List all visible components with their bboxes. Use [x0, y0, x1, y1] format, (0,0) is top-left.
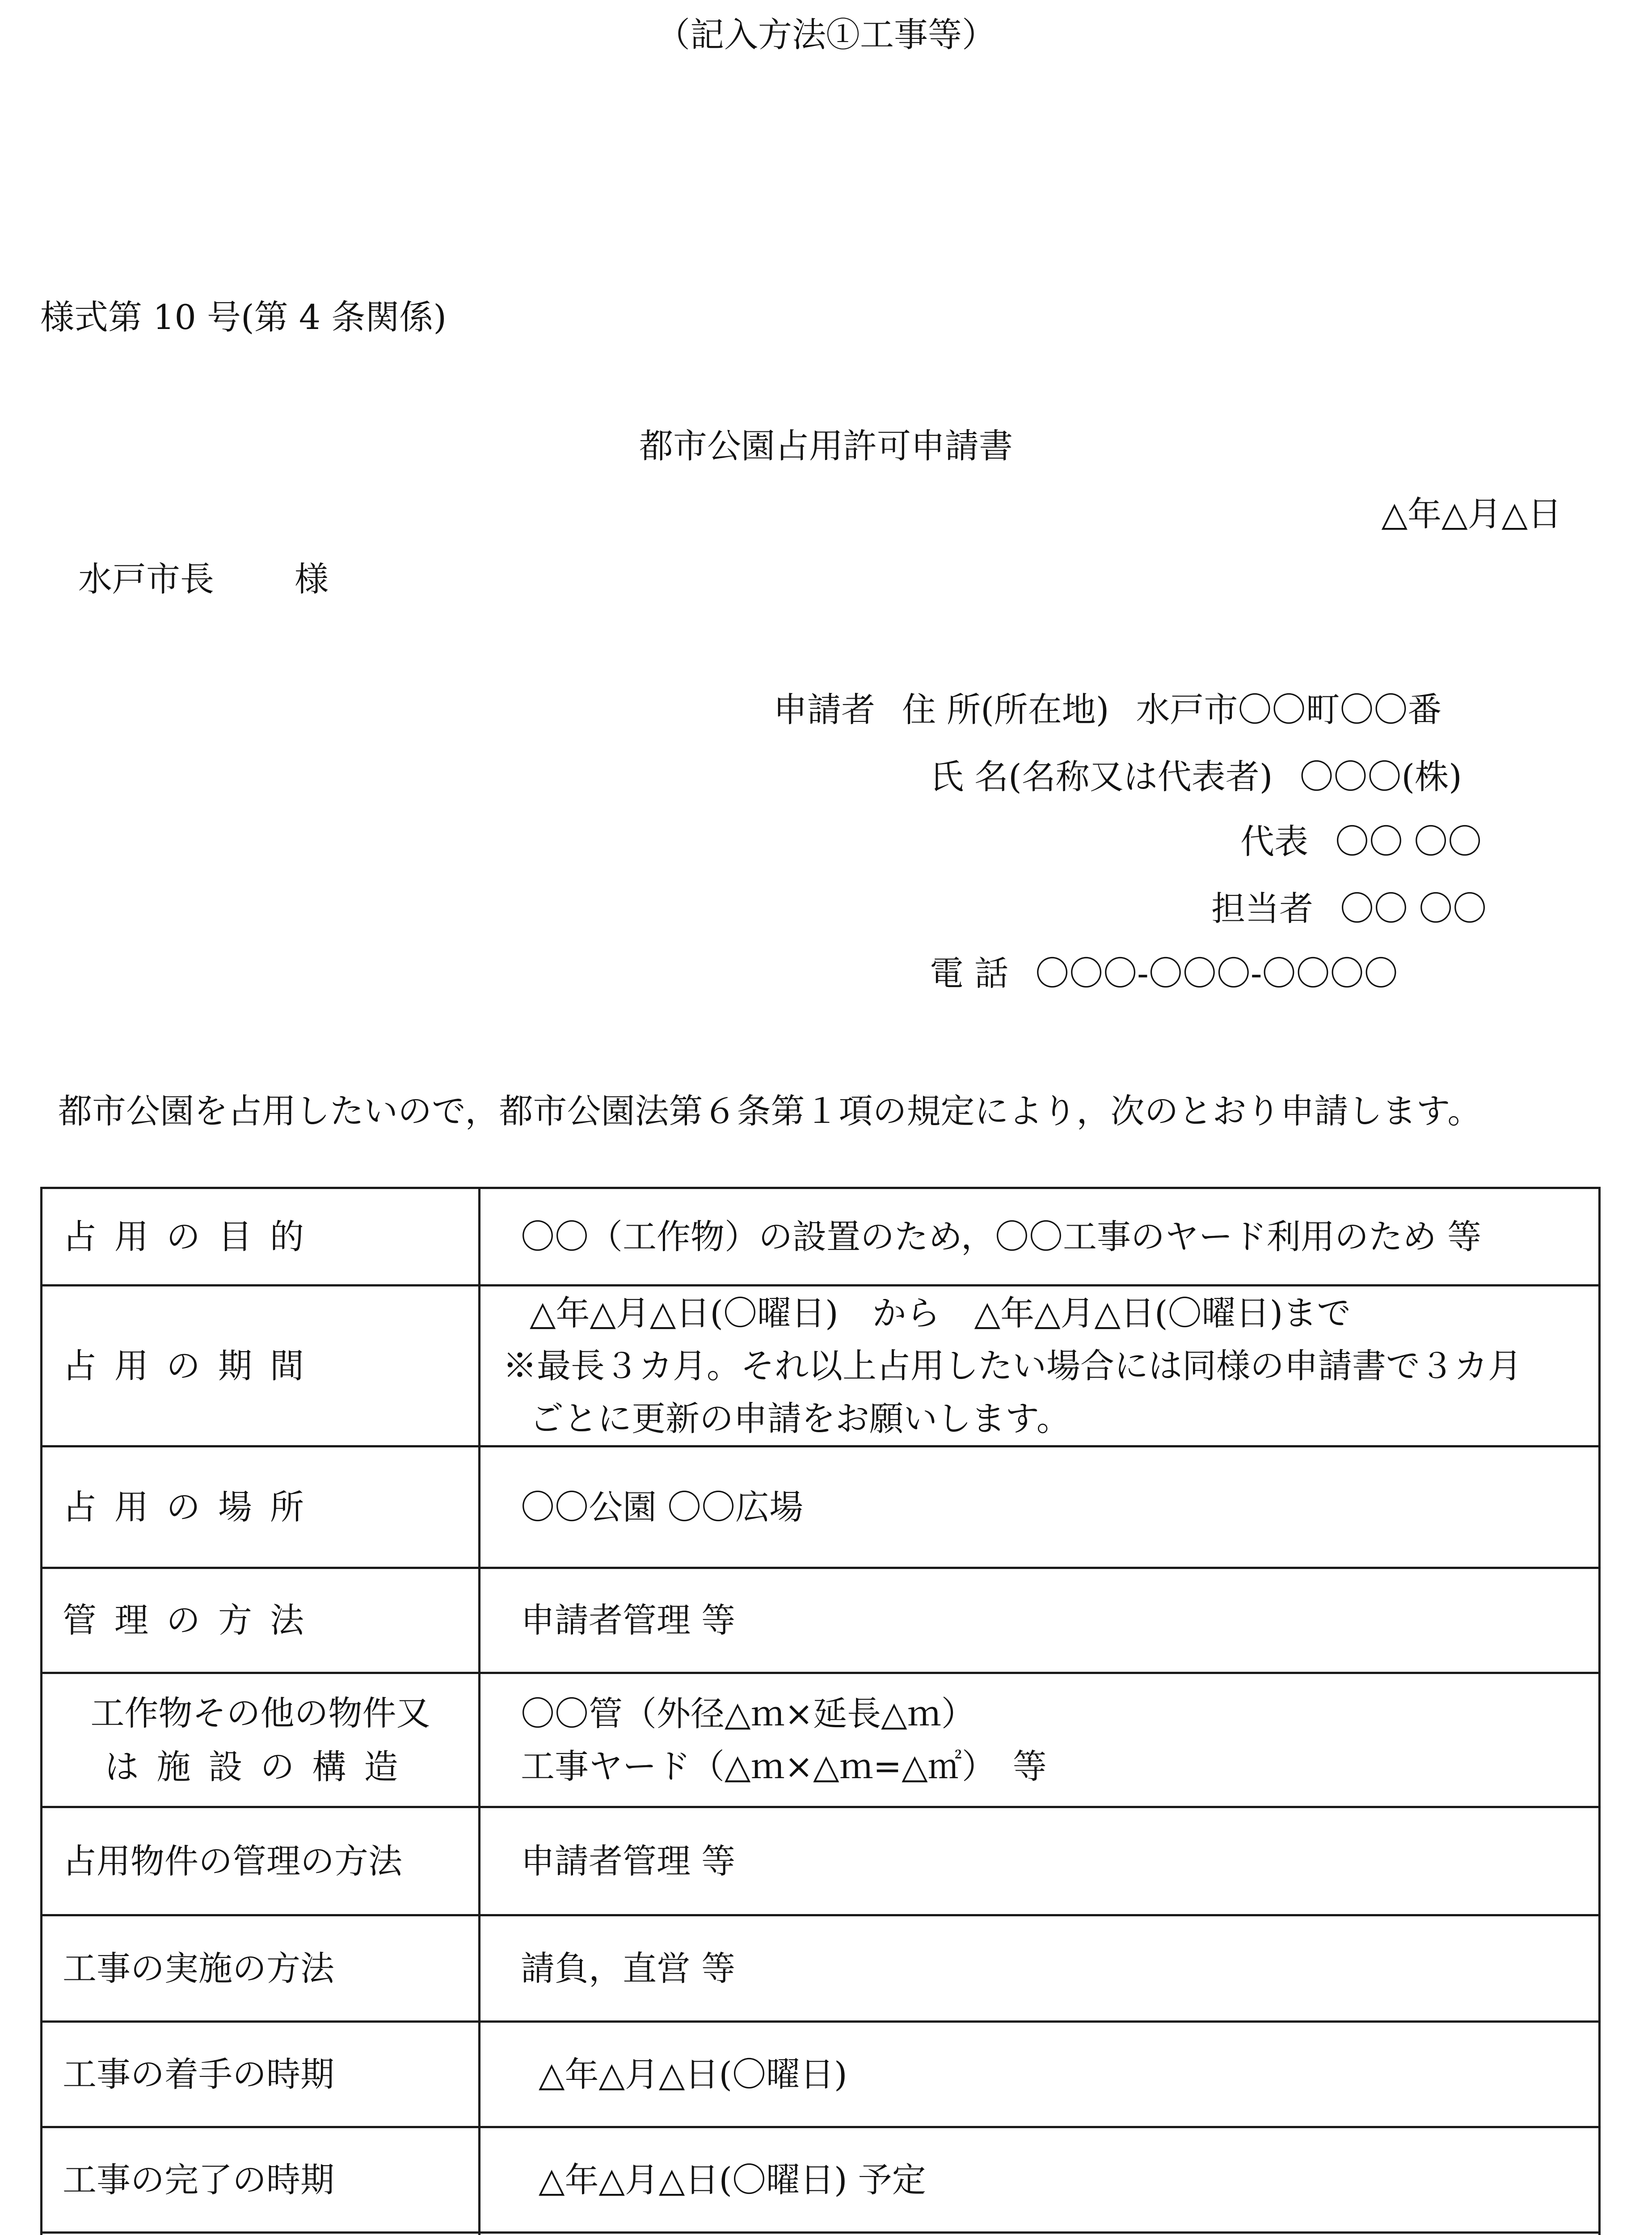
table-row: [42, 1807, 1600, 1915]
applicant-representative-row: [1240, 822, 1482, 861]
period-value: [480, 1286, 1600, 1446]
start-value: △年△月△日(〇曜日): [480, 2022, 1600, 2127]
applicant-address-row: [773, 690, 1442, 730]
structure-value: [480, 1673, 1600, 1807]
table-row: [42, 2022, 1600, 2127]
method-caption: （記入方法①工事等）: [656, 15, 996, 55]
structure-label-line2: は施設の構造: [105, 1746, 416, 1787]
structure-value-line1: 〇〇管（外径△ｍ×延長△ｍ）: [521, 1693, 975, 1733]
addressee-name: 水戸市長: [78, 559, 214, 599]
intro-paragraph: 都市公園を占用したいので，都市公園法第６条第１項の規定により，次のとおり申請します。: [58, 1091, 1482, 1131]
representative-value: 〇〇 〇〇: [1335, 822, 1482, 861]
contact-person-label: 担当者: [1211, 889, 1313, 928]
structure-label-line1: 工作物その他の物件又: [90, 1693, 430, 1733]
structure-value-line2: 工事ヤード（△ｍ×△ｍ=△㎡） 等: [521, 1746, 1047, 1786]
purpose-value: 〇〇（工作物）の設置のため，〇〇工事のヤード利用のため 等: [480, 1188, 1600, 1286]
phone-value: 〇〇〇-〇〇〇-〇〇〇〇: [1035, 953, 1398, 993]
applicant-contact-person-row: [1211, 889, 1487, 928]
period-label: 占用の期間: [42, 1286, 480, 1446]
application-date: △年△月△日: [1381, 494, 1562, 534]
addressee: [78, 559, 329, 599]
place-label: 占用の場所: [42, 1446, 480, 1568]
applicant-name-row: [930, 757, 1462, 797]
restoration-label: [42, 2233, 480, 2235]
item-management-value: 申請者管理 等: [480, 1807, 1600, 1915]
table-row: [42, 2233, 1600, 2235]
table-row: [42, 1673, 1600, 1807]
completion-value: △年△月△日(〇曜日) 予定: [480, 2127, 1600, 2233]
completion-label: 工事の完了の時期: [42, 2127, 480, 2233]
table-row: [42, 1915, 1600, 2022]
start-label: 工事の着手の時期: [42, 2022, 480, 2127]
addressee-honorific: 様: [295, 559, 329, 599]
application-table: [40, 1187, 1601, 2235]
table-row: [42, 2127, 1600, 2233]
table-row: [42, 1568, 1600, 1673]
structure-label: [42, 1673, 480, 1807]
period-note: ※最長３カ月。それ以上占用したい場合には同様の申請書で３カ月: [503, 1345, 1522, 1386]
period-range: △年△月△日(〇曜日) から △年△月△日(〇曜日)まで: [530, 1293, 1351, 1333]
table-row: [42, 1188, 1600, 1286]
phone-label: 電 話: [930, 953, 1009, 993]
representative-label: 代表: [1240, 822, 1308, 861]
table-row: [42, 1286, 1600, 1446]
period-note-continued: ごとに更新の申請をお願いします。: [530, 1398, 1070, 1438]
place-value: 〇〇公園 〇〇広場: [480, 1446, 1600, 1568]
form-number: 様式第 10 号(第 4 条関係): [40, 297, 447, 337]
item-management-label: 占用物件の管理の方法: [42, 1807, 480, 1915]
name-label: 氏 名(名称又は代表者): [930, 757, 1273, 797]
management-label: 管理の方法: [42, 1568, 480, 1673]
restoration-value: [480, 2233, 1600, 2235]
table-row: [42, 1446, 1600, 1568]
name-value: 〇〇〇(株): [1299, 757, 1462, 797]
contact-person-value: 〇〇 〇〇: [1340, 889, 1487, 928]
address-label: 住 所(所在地): [902, 690, 1109, 730]
construction-method-value: 請負，直営 等: [480, 1915, 1600, 2022]
purpose-label: 占用の目的: [42, 1188, 480, 1286]
applicant-phone-row: [930, 953, 1398, 993]
management-value: 申請者管理 等: [480, 1568, 1600, 1673]
document-title: 都市公園占用許可申請書: [639, 426, 1013, 466]
applicant-label: 申請者: [773, 690, 875, 730]
construction-method-label: 工事の実施の方法: [42, 1915, 480, 2022]
address-value: 水戸市〇〇町〇〇番: [1136, 690, 1442, 730]
